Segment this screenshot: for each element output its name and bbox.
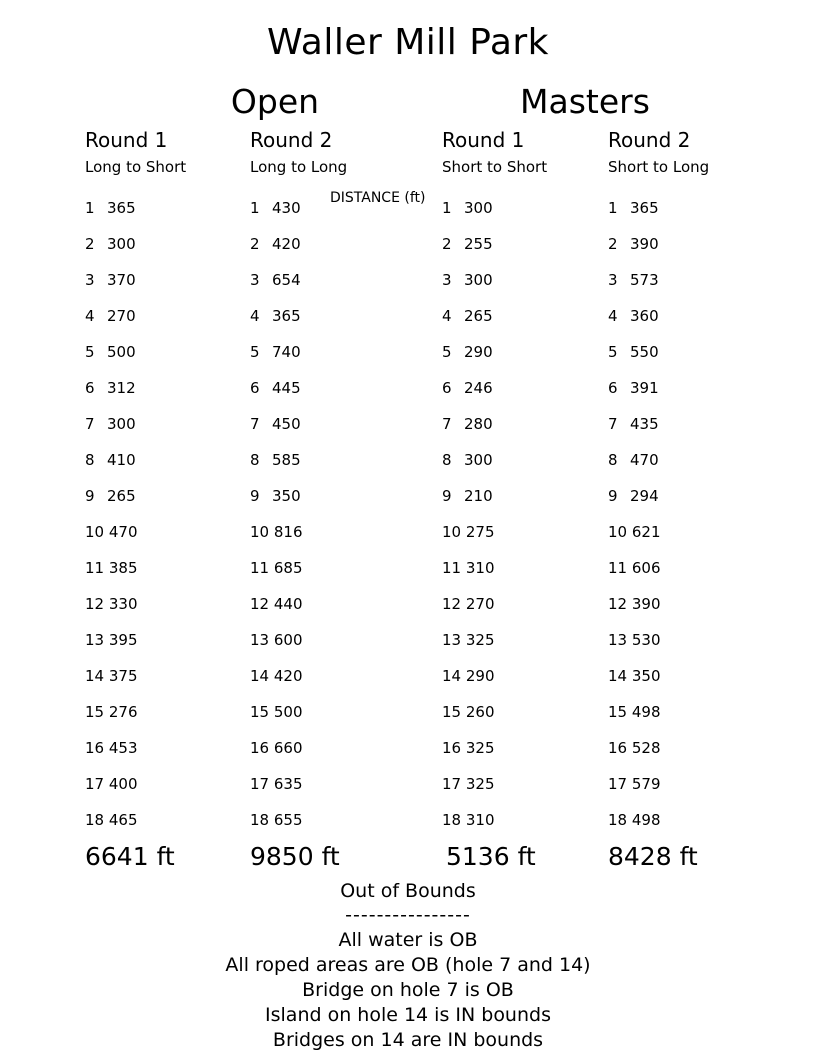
hole-number: 6 bbox=[608, 379, 623, 397]
hole-distance: 390 bbox=[630, 235, 659, 253]
hole-row bbox=[250, 478, 450, 514]
round-label: Round 1 bbox=[442, 128, 525, 152]
hole-number: 10 bbox=[250, 523, 274, 541]
hole-number: 1 bbox=[442, 199, 457, 217]
out-of-bounds-title: Out of Bounds bbox=[340, 880, 476, 902]
hole-number: 7 bbox=[85, 415, 100, 433]
hole-number: 12 bbox=[608, 595, 632, 613]
hole-number: 18 bbox=[608, 811, 632, 829]
hole-distance: 660 bbox=[273, 739, 303, 757]
hole-number: 4 bbox=[608, 307, 623, 325]
round-label: Round 2 bbox=[608, 128, 691, 152]
hole-row bbox=[608, 622, 808, 658]
hole-number: 13 bbox=[250, 631, 274, 649]
hole-number: 5 bbox=[250, 343, 265, 361]
hole-distance: 816 bbox=[273, 523, 303, 541]
hole-row bbox=[608, 334, 808, 370]
hole-distance: 435 bbox=[630, 415, 659, 433]
hole-row bbox=[250, 442, 450, 478]
hole-distance: 385 bbox=[108, 559, 138, 577]
page-title: Waller Mill Park bbox=[266, 22, 550, 63]
hole-row bbox=[608, 766, 808, 802]
hole-number: 10 bbox=[85, 523, 109, 541]
hole-distance: 500 bbox=[273, 703, 303, 721]
hole-distance: 310 bbox=[465, 811, 495, 829]
hole-number: 16 bbox=[442, 739, 466, 757]
hole-distance: 290 bbox=[464, 343, 493, 361]
hole-distance: 410 bbox=[107, 451, 136, 469]
hole-row bbox=[608, 730, 808, 766]
out-of-bounds-divider: ---------------- bbox=[345, 904, 471, 926]
hole-number: 14 bbox=[442, 667, 466, 685]
hole-row bbox=[250, 370, 450, 406]
hole-row bbox=[608, 370, 808, 406]
hole-number: 5 bbox=[442, 343, 457, 361]
hole-distance: 498 bbox=[631, 703, 661, 721]
round-total: 5136 ft bbox=[446, 842, 536, 871]
hole-row bbox=[608, 406, 808, 442]
hole-number: 9 bbox=[250, 487, 265, 505]
hole-number: 13 bbox=[608, 631, 632, 649]
hole-number: 16 bbox=[85, 739, 109, 757]
hole-row bbox=[608, 190, 808, 226]
round-total: 6641 ft bbox=[85, 842, 175, 871]
out-of-bounds-rule-line: Island on hole 14 is IN bounds bbox=[265, 1004, 551, 1026]
round-total: 8428 ft bbox=[608, 842, 698, 871]
hole-number: 3 bbox=[442, 271, 457, 289]
hole-row bbox=[608, 658, 808, 694]
hole-distance: 210 bbox=[464, 487, 493, 505]
hole-number: 2 bbox=[250, 235, 265, 253]
hole-row bbox=[250, 622, 450, 658]
hole-number: 9 bbox=[442, 487, 457, 505]
hole-number: 11 bbox=[608, 559, 632, 577]
hole-number: 8 bbox=[608, 451, 623, 469]
hole-distance: 430 bbox=[272, 199, 301, 217]
hole-distance: 294 bbox=[630, 487, 659, 505]
hole-number: 11 bbox=[85, 559, 109, 577]
hole-distance: 420 bbox=[273, 667, 303, 685]
hole-number: 11 bbox=[250, 559, 274, 577]
hole-distance: 621 bbox=[631, 523, 661, 541]
hole-number: 17 bbox=[608, 775, 632, 793]
hole-distance: 325 bbox=[465, 739, 495, 757]
hole-number: 17 bbox=[442, 775, 466, 793]
hole-row bbox=[250, 262, 450, 298]
hole-distance: 265 bbox=[107, 487, 136, 505]
column-open-round-2 bbox=[250, 128, 450, 871]
hole-number: 14 bbox=[85, 667, 109, 685]
hole-number: 18 bbox=[442, 811, 466, 829]
hole-distance: 600 bbox=[273, 631, 303, 649]
hole-row bbox=[608, 550, 808, 586]
hole-row bbox=[608, 298, 808, 334]
hole-number: 4 bbox=[442, 307, 457, 325]
hole-number: 13 bbox=[85, 631, 109, 649]
hole-distance: 280 bbox=[464, 415, 493, 433]
round-total: 9850 ft bbox=[250, 842, 340, 871]
hole-distance: 453 bbox=[108, 739, 138, 757]
out-of-bounds-rule-line: All roped areas are OB (hole 7 and 14) bbox=[225, 954, 591, 976]
hole-distance: 365 bbox=[272, 307, 301, 325]
out-of-bounds-rule-line: Bridge on hole 7 is OB bbox=[302, 979, 514, 1001]
hole-row bbox=[250, 298, 450, 334]
hole-number: 17 bbox=[250, 775, 274, 793]
hole-number: 2 bbox=[85, 235, 100, 253]
hole-row bbox=[250, 694, 450, 730]
hole-distance: 260 bbox=[465, 703, 495, 721]
hole-number: 18 bbox=[85, 811, 109, 829]
hole-row bbox=[250, 190, 450, 226]
out-of-bounds-section bbox=[0, 880, 816, 1053]
hole-row bbox=[608, 226, 808, 262]
hole-number: 5 bbox=[85, 343, 100, 361]
hole-row bbox=[250, 658, 450, 694]
hole-number: 8 bbox=[85, 451, 100, 469]
hole-distance: 310 bbox=[465, 559, 495, 577]
hole-distance: 300 bbox=[464, 271, 493, 289]
hole-distance: 312 bbox=[107, 379, 136, 397]
round-layout-label: Long to Short bbox=[85, 158, 187, 176]
hole-row bbox=[608, 694, 808, 730]
hole-distance: 290 bbox=[465, 667, 495, 685]
hole-number: 3 bbox=[85, 271, 100, 289]
hole-distance: 300 bbox=[107, 235, 136, 253]
hole-number: 7 bbox=[442, 415, 457, 433]
hole-distance: 300 bbox=[464, 199, 493, 217]
hole-list bbox=[250, 190, 450, 838]
hole-distance: 300 bbox=[107, 415, 136, 433]
hole-number: 9 bbox=[85, 487, 100, 505]
division-heading-masters: Masters bbox=[520, 82, 650, 121]
hole-row bbox=[608, 442, 808, 478]
hole-distance: 500 bbox=[107, 343, 136, 361]
hole-number: 16 bbox=[608, 739, 632, 757]
hole-distance: 440 bbox=[273, 595, 303, 613]
hole-distance: 300 bbox=[464, 451, 493, 469]
hole-row bbox=[250, 226, 450, 262]
hole-distance: 470 bbox=[630, 451, 659, 469]
hole-number: 15 bbox=[250, 703, 274, 721]
hole-number: 10 bbox=[608, 523, 632, 541]
hole-number: 2 bbox=[608, 235, 623, 253]
distance-units-note: DISTANCE (ft) bbox=[330, 190, 426, 206]
out-of-bounds-rule-line: All water is OB bbox=[338, 929, 478, 951]
hole-distance: 470 bbox=[108, 523, 138, 541]
hole-row bbox=[250, 586, 450, 622]
round-label: Round 2 bbox=[250, 128, 333, 152]
hole-number: 12 bbox=[250, 595, 274, 613]
hole-number: 4 bbox=[250, 307, 265, 325]
hole-distance: 265 bbox=[464, 307, 493, 325]
round-layout-label: Short to Long bbox=[608, 158, 710, 176]
hole-distance: 445 bbox=[272, 379, 301, 397]
hole-number: 8 bbox=[250, 451, 265, 469]
hole-number: 15 bbox=[608, 703, 632, 721]
hole-row bbox=[608, 514, 808, 550]
hole-distance: 270 bbox=[107, 307, 136, 325]
hole-number: 15 bbox=[85, 703, 109, 721]
hole-number: 5 bbox=[608, 343, 623, 361]
hole-distance: 740 bbox=[272, 343, 301, 361]
hole-number: 7 bbox=[608, 415, 623, 433]
out-of-bounds-rule-line: Bridges on 14 are IN bounds bbox=[272, 1029, 544, 1051]
hole-row bbox=[608, 262, 808, 298]
hole-distance: 498 bbox=[631, 811, 661, 829]
hole-distance: 606 bbox=[631, 559, 661, 577]
hole-number: 4 bbox=[85, 307, 100, 325]
hole-row bbox=[608, 586, 808, 622]
hole-list bbox=[608, 190, 808, 838]
hole-distance: 585 bbox=[272, 451, 301, 469]
hole-number: 18 bbox=[250, 811, 274, 829]
hole-distance: 276 bbox=[108, 703, 138, 721]
hole-distance: 255 bbox=[464, 235, 493, 253]
hole-distance: 270 bbox=[465, 595, 495, 613]
hole-number: 13 bbox=[442, 631, 466, 649]
hole-row bbox=[250, 406, 450, 442]
hole-distance: 465 bbox=[108, 811, 138, 829]
hole-number: 14 bbox=[250, 667, 274, 685]
hole-distance: 655 bbox=[273, 811, 303, 829]
hole-row bbox=[250, 802, 450, 838]
hole-distance: 330 bbox=[108, 595, 138, 613]
hole-distance: 450 bbox=[272, 415, 301, 433]
hole-number: 2 bbox=[442, 235, 457, 253]
hole-distance: 635 bbox=[273, 775, 303, 793]
hole-distance: 391 bbox=[630, 379, 659, 397]
hole-number: 17 bbox=[85, 775, 109, 793]
hole-row bbox=[250, 550, 450, 586]
hole-number: 1 bbox=[250, 199, 265, 217]
hole-number: 16 bbox=[250, 739, 274, 757]
hole-number: 6 bbox=[250, 379, 265, 397]
hole-number: 3 bbox=[250, 271, 265, 289]
hole-number: 14 bbox=[608, 667, 632, 685]
hole-number: 1 bbox=[85, 199, 100, 217]
hole-distance: 528 bbox=[631, 739, 661, 757]
hole-distance: 246 bbox=[464, 379, 493, 397]
hole-number: 1 bbox=[608, 199, 623, 217]
hole-number: 11 bbox=[442, 559, 466, 577]
hole-number: 12 bbox=[85, 595, 109, 613]
hole-number: 7 bbox=[250, 415, 265, 433]
hole-distance: 325 bbox=[465, 631, 495, 649]
hole-distance: 390 bbox=[631, 595, 661, 613]
hole-number: 6 bbox=[85, 379, 100, 397]
hole-distance: 654 bbox=[272, 271, 301, 289]
hole-number: 6 bbox=[442, 379, 457, 397]
division-heading-open: Open bbox=[230, 82, 320, 121]
hole-distance: 573 bbox=[630, 271, 659, 289]
hole-distance: 350 bbox=[631, 667, 661, 685]
hole-number: 8 bbox=[442, 451, 457, 469]
hole-row bbox=[608, 802, 808, 838]
hole-distance: 360 bbox=[630, 307, 659, 325]
hole-distance: 365 bbox=[107, 199, 136, 217]
hole-distance: 420 bbox=[272, 235, 301, 253]
hole-number: 15 bbox=[442, 703, 466, 721]
hole-distance: 400 bbox=[108, 775, 138, 793]
hole-row bbox=[250, 730, 450, 766]
column-masters-round-2 bbox=[608, 128, 808, 871]
hole-number: 3 bbox=[608, 271, 623, 289]
round-layout-label: Short to Short bbox=[442, 158, 548, 176]
hole-distance: 325 bbox=[465, 775, 495, 793]
hole-distance: 275 bbox=[465, 523, 495, 541]
round-layout-label: Long to Long bbox=[250, 158, 348, 176]
hole-distance: 370 bbox=[107, 271, 136, 289]
hole-distance: 579 bbox=[631, 775, 661, 793]
hole-distance: 550 bbox=[630, 343, 659, 361]
hole-distance: 375 bbox=[108, 667, 138, 685]
hole-distance: 395 bbox=[108, 631, 138, 649]
round-label: Round 1 bbox=[85, 128, 168, 152]
hole-distance: 530 bbox=[631, 631, 661, 649]
hole-number: 10 bbox=[442, 523, 466, 541]
hole-row bbox=[250, 514, 450, 550]
hole-row bbox=[608, 478, 808, 514]
hole-number: 12 bbox=[442, 595, 466, 613]
hole-row bbox=[250, 334, 450, 370]
hole-distance: 685 bbox=[273, 559, 303, 577]
hole-row bbox=[250, 766, 450, 802]
hole-number: 9 bbox=[608, 487, 623, 505]
hole-distance: 350 bbox=[272, 487, 301, 505]
hole-distance: 365 bbox=[630, 199, 659, 217]
